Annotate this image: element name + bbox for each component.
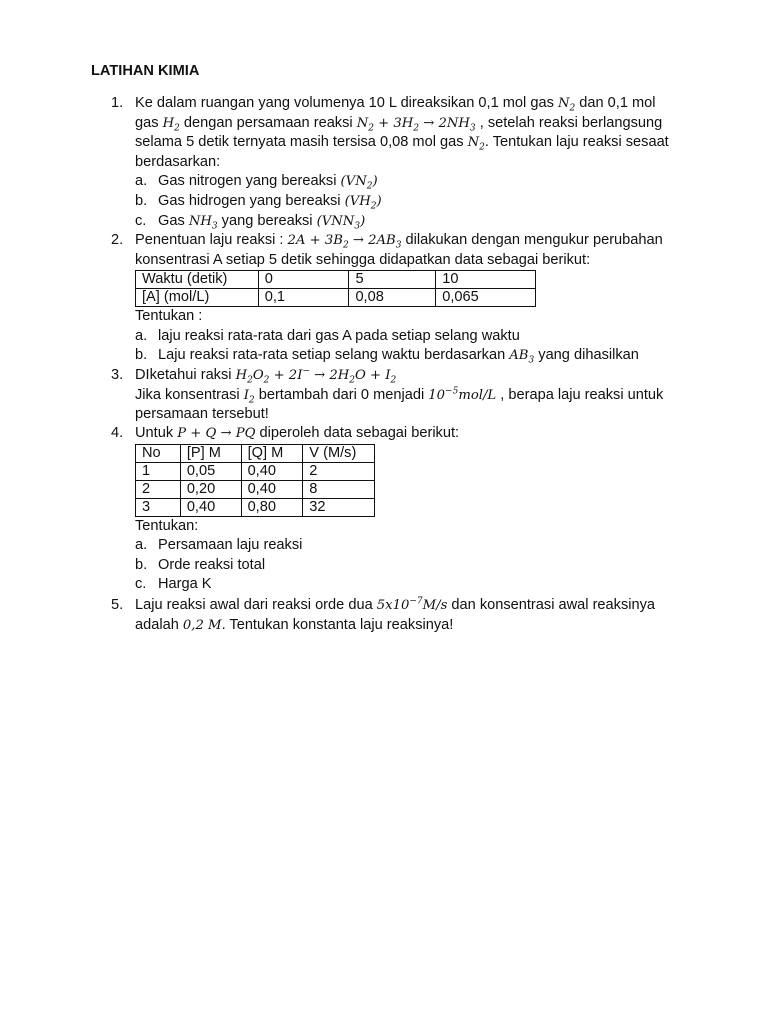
table-row (136, 444, 375, 462)
sub-question-b: b. Laju reaksi rata-rata setiap selang waktu berdasarkan $AB_3$ yang dihasilkan (135, 347, 639, 367)
table-cell: 0,065 (436, 289, 536, 307)
question-line: berdasarkan: (135, 153, 221, 170)
rate-data-table (135, 444, 375, 517)
sub-question-a: a. laju reaksi rata-rata dari gas A pada setiap selang waktu (135, 327, 520, 344)
table-cell: [P] M (180, 444, 241, 462)
sub-question-c: c. Gas $NH_3$ yang bereaksi $(VNN_3)$ (135, 212, 366, 232)
question-number: 4. (111, 425, 124, 441)
question-line: gas $H_2$ dengan persamaan reaksi $N_2 + 3H_2 \to 2NH_3$ , setelah reaksi berlangsung (135, 114, 663, 134)
question-number: 1. (111, 95, 124, 111)
question-line: Laju reaksi awal dari reaksi orde dua $5x10^{-7}M/s$ dan konsentrasi awal reaksinya (135, 596, 656, 613)
question-number: 2. (111, 232, 124, 248)
time-concentration-table (135, 270, 536, 307)
question-number: 5. (111, 597, 124, 613)
question-line: Untuk P + Q → PQ diperoleh data sebagai berikut: (135, 425, 460, 441)
question-3 (111, 366, 695, 425)
question-line: Ke dalam ruangan yang volumenya 10 L direaksikan 0,1 mol gas $N_2$ dan 0,1 mol (135, 95, 656, 114)
table-cell: 2 (136, 480, 181, 498)
question-line: selama 5 detik ternyata masih tersisa 0,08 mol gas $N_2$. Tentukan laju reaksi sesaat (135, 134, 669, 153)
sub-question-b: b. Gas hidrogen yang bereaksi $(VH_2)$ (135, 192, 382, 212)
table-cell: 5 (349, 271, 436, 289)
table-cell: Waktu (detik) (136, 271, 259, 289)
table-cell: 3 (136, 498, 181, 516)
question-2 (111, 231, 695, 367)
table-row (136, 462, 375, 480)
table-cell: 0,20 (180, 480, 241, 498)
table-row (136, 289, 536, 307)
table-cell: 8 (303, 480, 375, 498)
table-cell: 0,40 (241, 462, 303, 480)
question-number: 3. (111, 367, 124, 383)
table-cell: [Q] M (241, 444, 303, 462)
question-5 (111, 596, 695, 635)
sub-question-c: c. Harga K (135, 576, 212, 593)
table-cell: 0 (258, 271, 349, 289)
table-cell: [A] (mol/L) (136, 289, 259, 307)
question-line: Jika konsentrasi $I_2$ bertambah dari 0 menjadi $10^{-5}mol/L$ , berapa laju reaksi untuk (135, 386, 664, 406)
table-cell: No (136, 444, 181, 462)
question-line: konsentrasi A setiap 5 detik sehingga didapatkan data sebagai berikut: (135, 251, 591, 268)
question-1 (111, 94, 695, 232)
question-line: Tentukan: (135, 517, 199, 534)
table-row (136, 498, 375, 516)
table-cell: 0,40 (180, 498, 241, 516)
table-row (136, 271, 536, 289)
table-cell: 0,1 (258, 289, 349, 307)
question-line: DIketahui raksi $H_2O_2 + 2I^- \to 2H_2O + I_2$ (135, 366, 397, 386)
table-cell: 2 (303, 462, 375, 480)
table-cell: 1 (136, 462, 181, 480)
table-cell: 0,40 (241, 480, 303, 498)
page-title: LATIHAN KIMIA (91, 63, 200, 79)
table-row (136, 480, 375, 498)
table-cell: V (M/s) (303, 444, 375, 462)
question-4 (111, 424, 695, 595)
sub-question-a: a. Gas nitrogen yang bereaksi $(VN_2)$ (135, 173, 378, 193)
table-cell: 0,08 (349, 289, 436, 307)
question-line: Penentuan laju reaksi : $2A + 3B_2 \to 2AB_3$ dilakukan dengan mengukur perubahan (135, 232, 663, 251)
table-cell: 0,05 (180, 462, 241, 480)
question-line: adalah 0,2 M. Tentukan konstanta laju reaksinya! (135, 616, 454, 633)
table-cell: 0,80 (241, 498, 303, 516)
sub-question-a: a. Persamaan laju reaksi (135, 537, 303, 554)
question-line: persamaan tersebut! (135, 406, 269, 423)
table-cell: 10 (436, 271, 536, 289)
question-line: Tentukan : (135, 308, 203, 325)
sub-question-b: b. Orde reaksi total (135, 556, 266, 573)
table-cell: 32 (303, 498, 375, 516)
